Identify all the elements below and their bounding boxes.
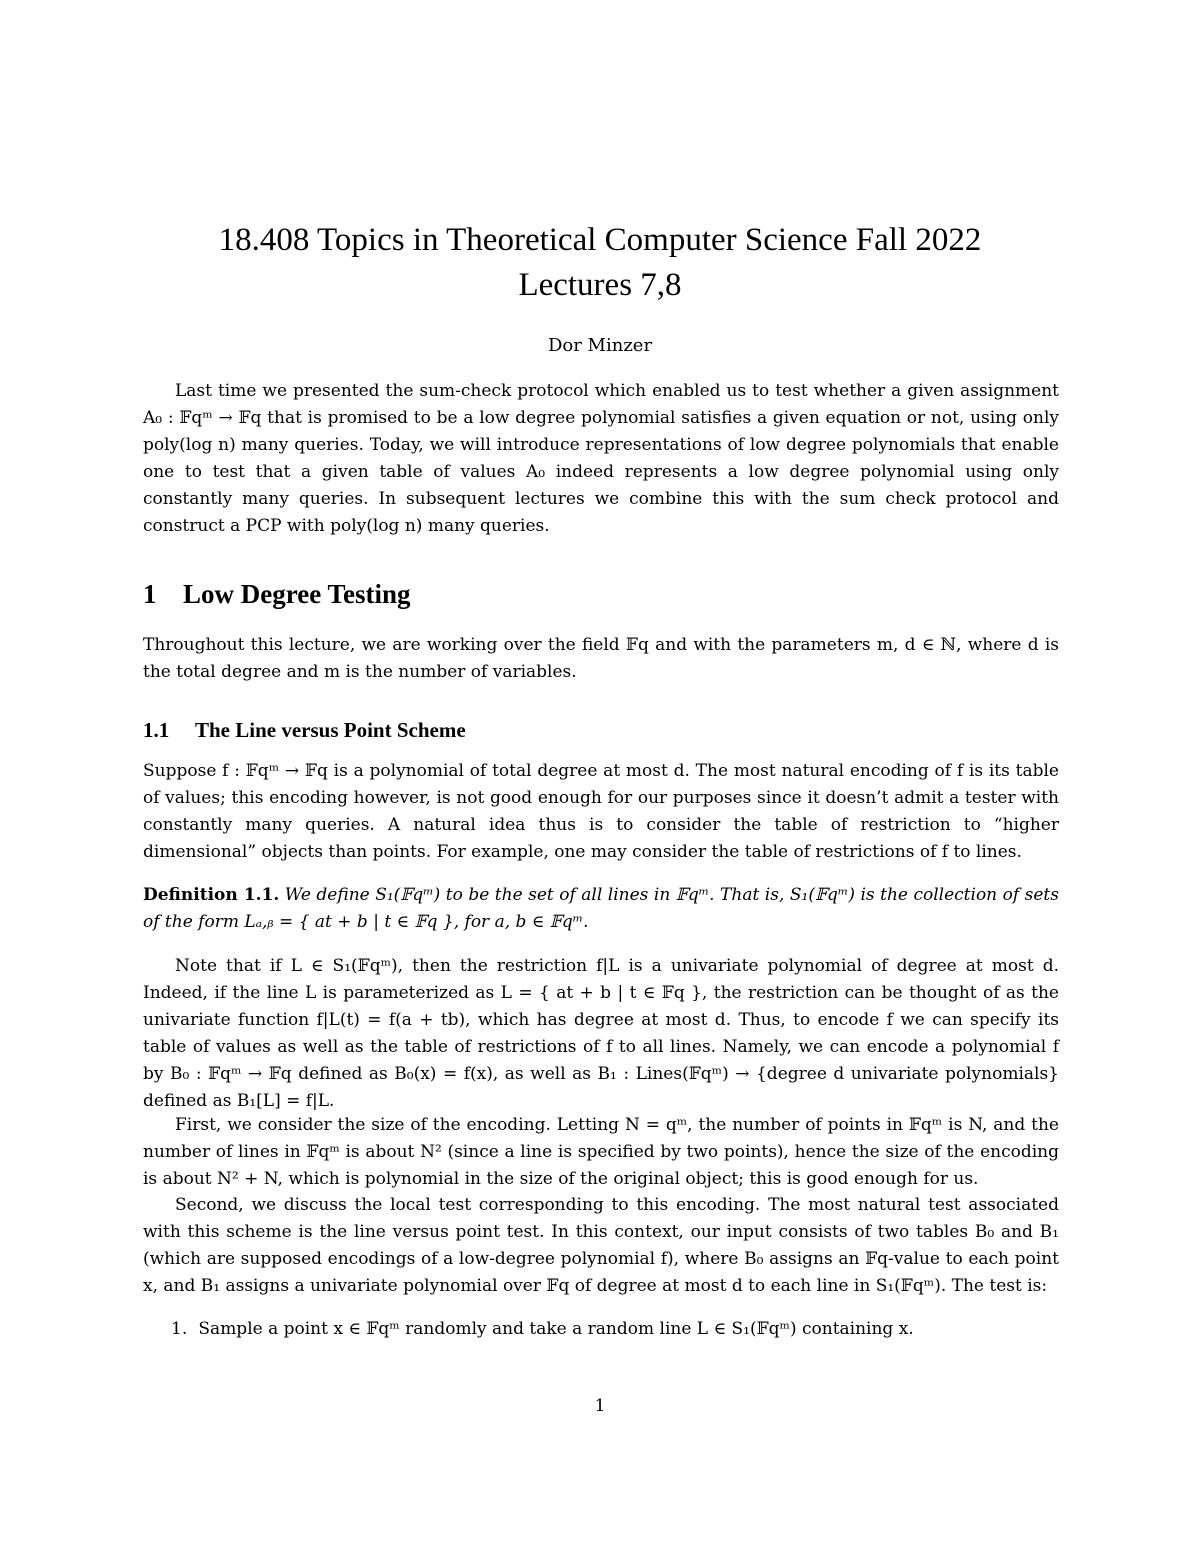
subsection-paragraph-2: Note that if L ∈ S₁(𝔽qᵐ), then the restriction f|L is a univariate polynomial of degree at most d. Indeed, if the line L is parameterized as L = { at + b | t ∈ 𝔽q }, the restriction can be thought of as the univariate function f|L(t) = f(a + tb), which has degree at most d. Thus, to encode f we can specify its table of values as well as the table of restrictions of f to all lines. Namely, we can encode a polynomial f by B₀ : 𝔽qᵐ → 𝔽q defined as B₀(x) = f(x), as well as B₁ : Lines(𝔽qᵐ) → {degree d univariate polynomials} defined as B₁[L] = f|L. [143, 956, 1059, 1111]
abstract-paragraph: Last time we presented the sum-check protocol which enabled us to test whether a given assignment A₀ : 𝔽qᵐ → 𝔽q that is promised to be a low degree polynomial satisfies a given equation or not, using only poly(log n) many queries. Today, we will introduce representations of low degree polynomials that enable one to test that a given table of values A₀ indeed represents a low degree polynomial using only constantly many queries. In subsequent lectures we combine this with the sum check protocol and construct a PCP with poly(log n) many queries. [143, 381, 1059, 536]
list-item-text: Sample a point x ∈ 𝔽qᵐ randomly and take a random line L ∈ S₁(𝔽qᵐ) containing x. [198, 1319, 914, 1339]
page-number: 1 [594, 1396, 606, 1416]
section-number: 1 [143, 579, 157, 609]
subsection-number: 1.1 [143, 718, 170, 742]
paper-title-line-2: Lectures 7,8 [518, 267, 682, 303]
section-heading-1 [143, 578, 411, 610]
paper-title-line-1: 18.408 Topics in Theoretical Computer Science Fall 2022 [218, 222, 982, 258]
subsection-paragraph-4: Second, we discuss the local test corresponding to this encoding. The most natural test associated with this scheme is the line versus point test. In this context, our input consists of two tables B₀ and B₁ (which are supposed encodings of a low-degree polynomial f), where B₀ assigns an 𝔽q-value to each point x, and B₁ assigns a univariate polynomial over 𝔽q of degree at most d to each line in S₁(𝔽qᵐ). The test is: [143, 1195, 1059, 1296]
section-1-paragraph: Throughout this lecture, we are working over the field 𝔽q and with the parameters m, d ∈ ℕ, where d is the total degree and m is the number of variables. [143, 635, 1059, 682]
subsection-title: The Line versus Point Scheme [195, 718, 466, 742]
section-title: Low Degree Testing [183, 579, 411, 609]
subsection-heading-1-1 [143, 716, 466, 744]
list-marker: 1. [171, 1319, 188, 1339]
definition-block [143, 882, 1059, 936]
definition-body: We define S₁(𝔽qᵐ) to be the set of all lines in 𝔽qᵐ. That is, S₁(𝔽qᵐ) is the collection of sets of the form Lₐ,ᵦ = { at + b | t ∈ 𝔽q }, for a, b ∈ 𝔽qᵐ. [143, 885, 1059, 932]
paper-author: Dor Minzer [547, 335, 653, 356]
list-item [171, 1316, 1051, 1343]
subsection-paragraph-1: Suppose f : 𝔽qᵐ → 𝔽q is a polynomial of total degree at most d. The most natural encoding of f is its table of values; this encoding however, is not good enough for our purposes since it doesn’t admit a tester with constantly many queries. A natural idea thus is to consider the table of restriction to “higher dimensional” objects than points. For example, one may consider the table of restrictions of f to lines. [143, 761, 1059, 862]
subsection-paragraph-3: First, we consider the size of the encoding. Letting N = qᵐ, the number of points in 𝔽qᵐ is N, and the number of lines in 𝔽qᵐ is about N² (since a line is specified by two points), hence the size of the encoding is about N² + N, which is polynomial in the size of the original object; this is good enough for us. [143, 1115, 1059, 1189]
definition-label: Definition 1.1. [143, 885, 280, 905]
